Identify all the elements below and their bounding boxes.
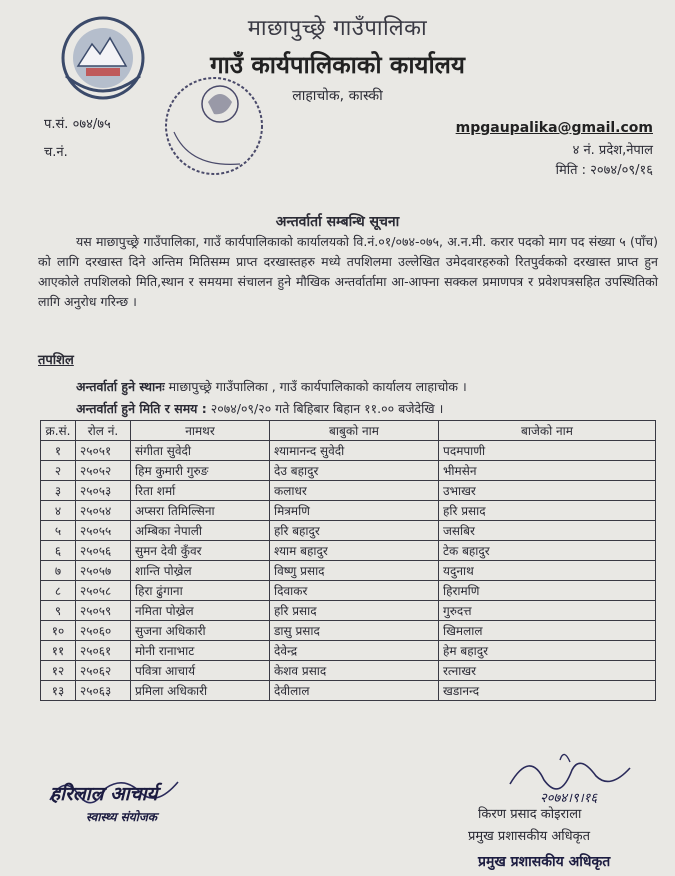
officer-sign-date: २०७४।९।१६ [540,791,598,806]
cell-serial: ७ [41,561,76,581]
datetime-value: २०७४/०९/२० गते बिहिबार बिहान ११.०० बजेदेखि । [210,401,444,416]
cell-serial: ४ [41,501,76,521]
cell-name: नमिता पोख्रेल [131,601,270,621]
table-row [41,661,656,681]
table-row [41,461,656,481]
cell-serial: ९ [41,601,76,621]
cell-serial: ६ [41,541,76,561]
details-heading: तपशिल [38,353,74,368]
table-row [41,641,656,661]
cell-serial: ५ [41,521,76,541]
cell-roll-no: २५०५२ [76,461,131,481]
cell-name: शान्ति पोख्रेल [131,561,270,581]
table-row [41,441,656,461]
cell-serial: ११ [41,641,76,661]
cell-roll-no: २५०५१ [76,441,131,461]
officer-name: किरण प्रसाद कोइराला [478,807,582,822]
cell-serial: ३ [41,481,76,501]
table-row [41,681,656,701]
cell-roll-no: २५०६२ [76,661,131,681]
cell-serial: ८ [41,581,76,601]
cell-grandfather-name: हरि प्रसाद [439,501,656,521]
col-father-name: बाबुको नाम [270,421,439,441]
cell-name: सुजना अधिकारी [131,621,270,641]
cell-grandfather-name: खडानन्द [439,681,656,701]
office-location: लाहाचोक, कास्की [292,88,383,104]
officer-title: प्रमुख प्रशासकीय अधिकृत [468,829,591,844]
officer-stamp: प्रमुख प्रशासकीय अधिकृत [478,854,611,870]
table-row [41,601,656,621]
cell-roll-no: २५०५४ [76,501,131,521]
datetime-label: अन्तर्वार्ता हुने मिति र समय : [76,401,207,416]
cell-grandfather-name: पदमपाणी [439,441,656,461]
cell-father-name: हरि बहादुर [270,521,439,541]
notice-title: अन्तर्वार्ता सम्बन्धि सूचना [275,214,400,230]
letter-date: मिति : २०७४/०९/१६ [555,163,653,178]
cell-name: पवित्रा आचार्य [131,661,270,681]
col-name: नामथर [131,421,270,441]
cell-grandfather-name: हेम बहादुर [439,641,656,661]
cell-name: अम्बिका नेपाली [131,521,270,541]
cell-roll-no: २५०५९ [76,601,131,621]
coordinator-title: स्वास्थ्य संयोजक [86,810,157,824]
cell-serial: १ [41,441,76,461]
address-line: ४ नं. प्रदेश,नेपाल [572,143,653,158]
cell-serial: १२ [41,661,76,681]
cell-father-name: कलाधर [270,481,439,501]
office-name: गाउँ कार्यपालिकाको कार्यालय [210,51,465,79]
cell-father-name: मित्रमणि [270,501,439,521]
cell-name: हिरा ढुंगाना [131,581,270,601]
coordinator-name: हरिलाल आचार्य [50,783,158,805]
cell-grandfather-name: हिरामणि [439,581,656,601]
col-grandfather-name: बाजेको नाम [439,421,656,441]
cell-roll-no: २५०६३ [76,681,131,701]
cell-father-name: डासु प्रसाद [270,621,439,641]
table-header-row [41,421,656,441]
interview-venue [76,378,467,395]
email-link[interactable]: mpgaupalika@gmail.com [455,120,653,136]
cell-serial: १० [41,621,76,641]
cell-name: संगीता सुवेदी [131,441,270,461]
cell-name: मोनी रानाभाट [131,641,270,661]
cell-name: अप्सरा तिमिल्सिना [131,501,270,521]
cell-father-name: हरि प्रसाद [270,601,439,621]
cell-grandfather-name: गुरुदत्त [439,601,656,621]
cell-grandfather-name: उभाखर [439,481,656,501]
table-row [41,621,656,641]
cell-grandfather-name: खिमलाल [439,621,656,641]
cell-grandfather-name: यदुनाथ [439,561,656,581]
cell-roll-no: २५०६१ [76,641,131,661]
table-row [41,521,656,541]
cell-name: सुमन देवी कुँवर [131,541,270,561]
cell-father-name: देवीलाल [270,681,439,701]
cell-roll-no: २५०५५ [76,521,131,541]
cell-name: हिम कुमारी गुरुङ [131,461,270,481]
interview-datetime [76,400,443,417]
notice-body: यस माछापुच्छ्रे गाउँपालिका, गाउँ कार्यपालिकाको कार्यालयको वि.नं.०१/०७४-०७५, अ.न.मी. करार पदको माग पद संख्या ५ (पाँच) को लागि दरखास्त दिने अन्तिम मितिसम्म प्राप्त दरखास्तहरु मध्ये तपशिलमा उल्लेखित उमेदवारहरुको रितपुर्वकको दरखास्त प्राप्त हुन आएकोले तपशिलको मिति,स्थान र समयमा संचालन हुने मौखिक अन्तर्वार्तामा आ-आफ्ना सक्कल प्रमाणपत्र र प्रवेशपत्रसहित उपस्थितिको लागि अनुरोध गरिन्छ । [38,234,658,309]
table-row [41,561,656,581]
cell-roll-no: २५०५७ [76,561,131,581]
candidates-table [40,420,656,701]
reference-number: प.सं. ०७४/७५ [44,117,111,132]
cell-father-name: श्यामानन्द सुवेदी [270,441,439,461]
dispatch-number: च.नं. [44,145,68,160]
table-row [41,501,656,521]
cell-father-name: विष्णु प्रसाद [270,561,439,581]
cell-father-name: देउ बहादुर [270,461,439,481]
cell-roll-no: २५०५६ [76,541,131,561]
cell-serial: १३ [41,681,76,701]
cell-grandfather-name: रत्नाखर [439,661,656,681]
cell-father-name: दिवाकर [270,581,439,601]
cell-roll-no: २५०५८ [76,581,131,601]
venue-label: अन्तर्वार्ता हुने स्थानः [76,379,165,394]
cell-roll-no: २५०६० [76,621,131,641]
cell-roll-no: २५०५३ [76,481,131,501]
cell-name: रिता शर्मा [131,481,270,501]
table-row [41,581,656,601]
cell-serial: २ [41,461,76,481]
col-serial: क्र.सं. [41,421,76,441]
venue-value: माछापुच्छ्रे गाउँपालिका , गाउँ कार्यपालिकाको कार्यालय लाहाचोक । [168,379,467,394]
cell-grandfather-name: जसबिर [439,521,656,541]
cell-grandfather-name: टेक बहादुर [439,541,656,561]
col-roll-no: रोल नं. [76,421,131,441]
cell-grandfather-name: भीमसेन [439,461,656,481]
municipality-name: माछापुच्छ्रे गाउँपालिका [247,16,428,41]
cell-name: प्रमिला अधिकारी [131,681,270,701]
table-row [41,541,656,561]
cell-father-name: श्याम बहादुर [270,541,439,561]
cell-father-name: देवेन्द्र [270,641,439,661]
table-row [41,481,656,501]
cell-father-name: केशव प्रसाद [270,661,439,681]
